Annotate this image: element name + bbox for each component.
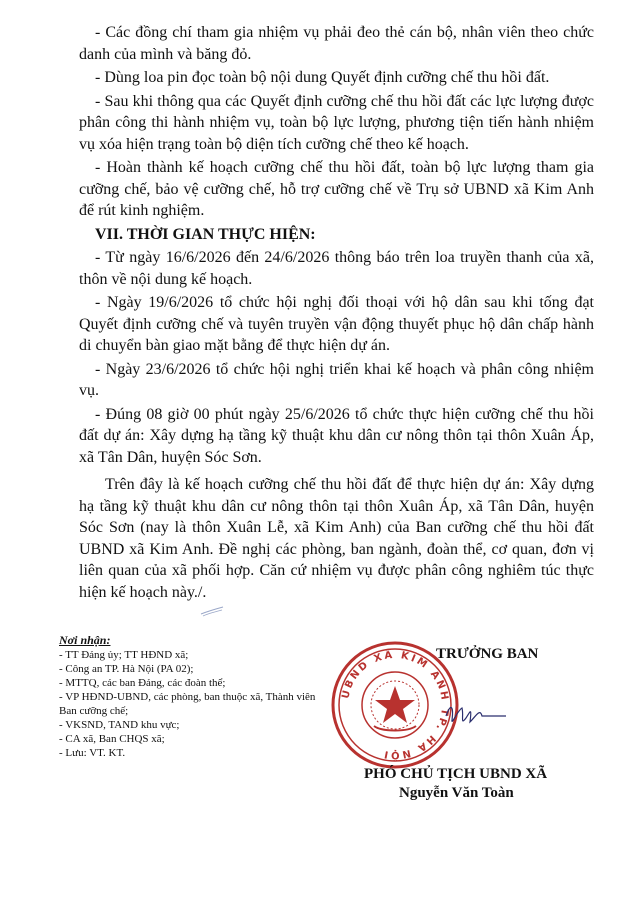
section-heading: VII. THỜI GIAN THỰC HIỆN: [95,225,316,243]
schedule-item: - Từ ngày 16/6/2026 đến 24/6/2026 thông báo trên loa truyền thanh của xã, thôn về nội dung kế hoạch. [79,249,594,288]
recipient-item: - Công an TP. Hà Nội (PA 02); [59,663,194,675]
handwritten-signature-icon [436,686,526,746]
body-paragraph: - Hoàn thành kế hoạch cưỡng chế thu hồi đất, toàn bộ lực lượng tham gia cưỡng chế, bảo vệ cưỡng chế, hỗ trợ cưỡng chế về Trụ sở UBND xã Kim Anh để rút kinh nghiệm. [79,159,594,219]
schedule-item: - Đúng 08 giờ 00 phút ngày 25/6/2026 tổ chức thực hiện cưỡng chế thu hồi đất dự án: Xây dựng hạ tầng kỹ thuật khu dân cư nông thôn tại thôn Xuân Áp, xã Tân Dân, huyện Sóc Sơn. [79,405,594,466]
pen-mark-icon [200,604,224,618]
recipient-item: - MTTQ, các ban Đảng, các đoàn thể; [59,677,226,689]
recipient-item: - VKSND, TAND khu vực; [59,719,180,731]
recipient-item: - TT Đảng ủy; TT HĐND xã; [59,649,189,661]
signature-role: TRƯỞNG BAN [436,646,539,662]
signer-name: Nguyễn Văn Toàn [399,785,514,801]
schedule-item: - Ngày 23/6/2026 tổ chức hội nghị triển khai kế hoạch và phân công nhiệm vụ. [79,360,594,399]
body-paragraph: - Các đồng chí tham gia nhiệm vụ phải đeo thẻ cán bộ, nhân viên theo chức danh của mình và băng đỏ. [79,24,594,63]
closing-paragraph: Trên đây là kế hoạch cưỡng chế thu hồi đất để thực hiện dự án: Xây dựng hạ tầng kỹ thuật khu dân cư nông thôn tại thôn Xuân Áp, xã Tân Dân, huyện Sóc Sơn (nay là thôn Xuân Lễ, xã Kim Anh) của Ban cưỡng chế thu hồi đất UBND xã Kim Anh. Đề nghị các phòng, ban ngành, đoàn thể, cơ quan, đơn vị liên quan của xã phối hợp. Căn cứ nhiệm vụ được phân công nghiêm túc thực hiện kế hoạch này./. [79,476,594,601]
document-body [79,22,594,605]
recipient-item: - CA xã, Ban CHQS xã; [59,733,165,745]
body-paragraph: - Dùng loa pin đọc toàn bộ nội dung Quyết định cưỡng chế thu hồi đất. [95,69,550,86]
recipient-item: - Lưu: VT. KT. [59,747,126,759]
recipient-item: - VP HĐND-UBND, các phòng, ban thuộc xã, Thành viên Ban cưỡng chế; [59,691,316,717]
signature-title: PHÓ CHỦ TỊCH UBND XÃ [364,766,548,782]
recipients-title: Nơi nhận: [59,633,111,647]
schedule-item: - Ngày 19/6/2026 tổ chức hội nghị đối thoại với hộ dân sau khi tống đạt Quyết định cưỡng chế và tuyên truyền vận động thuyết phục hộ dân chấp hành di chuyển bàn giao mặt bằng để thực hiện dự án. [79,294,594,354]
svg-text:UBND XÃ KIM ANH TP. HÀ NỘI: UBND XÃ KIM ANH TP. HÀ NỘI [340,649,451,761]
recipients-block [59,633,319,760]
body-paragraph: - Sau khi thông qua các Quyết định cưỡng chế thu hồi đất các lực lượng được phân công thi hành nhiệm vụ, toàn bộ lực lượng, phương tiện tiến hành nhiệm vụ xóa hiện trạng toàn bộ diện tích cưỡng chế theo kế hoạch. [79,92,594,153]
